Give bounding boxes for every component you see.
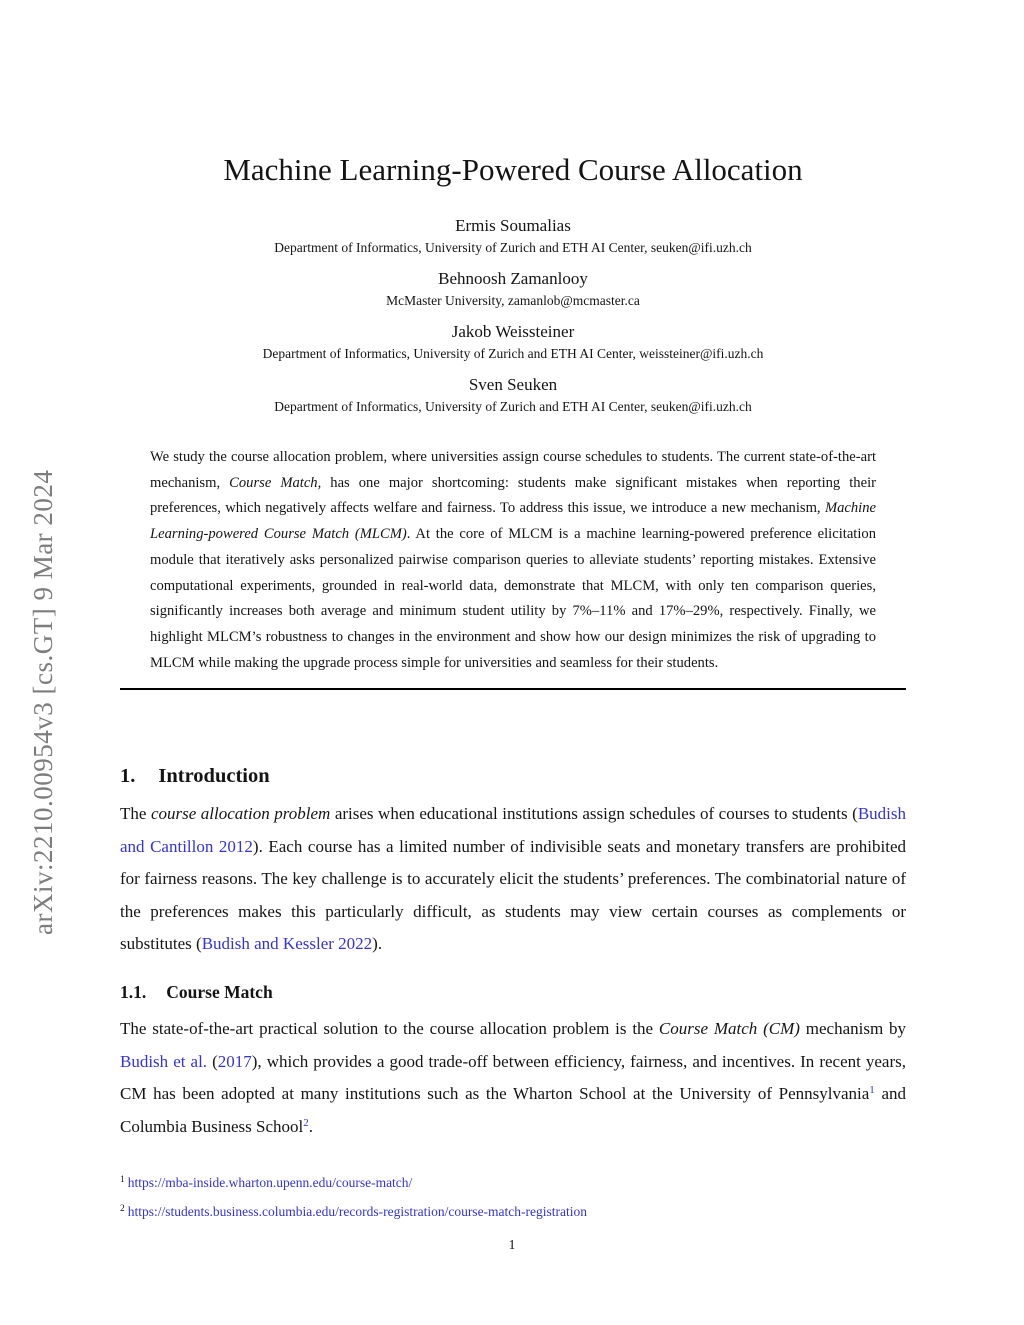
author-name: Ermis Soumalias <box>455 216 571 235</box>
footnote-marker: 2 <box>120 1203 125 1214</box>
footnote <box>120 1196 906 1225</box>
text-segment: course allocation problem <box>150 804 331 824</box>
text-segment: , has one major shortcoming: students make significant mistakes when reporting their preferences, which negatively affects welfare and fairness. To address this issue, we introduce a new mechanism, <box>150 474 876 517</box>
text-segment: ( <box>207 1051 218 1071</box>
text-segment: Machine Learning-powered Course Match (MLCM) <box>150 500 876 543</box>
footnote-link[interactable]: https://mba-inside.wharton.upenn.edu/course-match/ <box>127 1174 413 1190</box>
author-name: Behnoosh Zamanlooy <box>438 269 588 288</box>
text-segment: Course Match <box>229 474 318 491</box>
introduction-paragraph <box>120 798 906 960</box>
text-segment: The <box>120 804 151 824</box>
author-name: Sven Seuken <box>468 375 558 394</box>
arxiv-watermark: arXiv:2210.00954v3 [cs.GT] 9 Mar 2024 <box>28 469 58 935</box>
subsection-title: Course Match <box>166 982 273 1003</box>
citation-link[interactable]: Budish and Cantillon 2012 <box>120 804 906 856</box>
author-block <box>120 375 906 415</box>
paper-title: Machine Learning-Powered Course Allocation <box>223 152 803 187</box>
citation-link[interactable]: Budish and Kessler 2022 <box>201 933 373 953</box>
author-block <box>120 269 906 309</box>
text-segment: and Columbia Business School <box>120 1084 907 1136</box>
author-affiliation: Department of Informatics, University of Zurich and ETH AI Center, seuken@ifi.uzh.ch <box>274 399 752 414</box>
section-heading-introduction <box>120 764 906 788</box>
section-title: Introduction <box>158 765 270 788</box>
text-segment: We study the course allocation problem, where universities assign course schedules to students. The current state-of-the-art mechanism, <box>150 449 876 491</box>
footnote <box>120 1167 906 1196</box>
text-segment: mechanism by <box>799 1019 907 1039</box>
abstract-text <box>150 445 876 676</box>
footnote-marker: 1 <box>120 1174 125 1185</box>
footnote-link[interactable]: https://students.business.columbia.edu/records-registration/course-match-registration <box>127 1203 588 1219</box>
text-segment: . <box>308 1116 313 1136</box>
author-affiliation: McMaster University, zamanlob@mcmaster.ca <box>386 293 640 308</box>
section-number: 1. <box>120 765 136 788</box>
author-affiliation: Department of Informatics, University of Zurich and ETH AI Center, seuken@ifi.uzh.ch <box>274 240 752 255</box>
author-affiliation: Department of Informatics, University of Zurich and ETH AI Center, weissteiner@ifi.uzh.ch <box>262 346 764 361</box>
citation-link[interactable]: 2 <box>303 1116 309 1129</box>
text-segment: Course Match (CM) <box>658 1019 800 1039</box>
citation-link[interactable]: 2017 <box>217 1051 252 1071</box>
author-name: Jakob Weissteiner <box>451 322 575 341</box>
citation-link[interactable]: Budish et al. <box>120 1051 208 1071</box>
text-segment: ), which provides a good trade-off between efficiency, fairness, and incentives. In recent years, CM has been adopted at many institutions such as the Wharton School at the University of Pennsylvania <box>120 1051 906 1104</box>
abstract-divider <box>120 688 906 690</box>
footnotes <box>120 1167 906 1225</box>
author-block <box>120 216 906 256</box>
subsection-number: 1.1. <box>120 982 147 1003</box>
text-segment: . At the core of MLCM is a machine learning-powered preference elicitation module that iteratively asks personalized pairwise comparison queries to alleviate students’ reporting mistakes. Extensive computational experiments, grounded in real-world data, demonstrate that MLCM, with only ten comparison queries, significantly increases both average and minimum student utility by 7%–11% and 17%–29%, respectively. Finally, we highlight MLCM’s robustness to changes in the environment and show how our design minimizes the risk of upgrading to MLCM while making the upgrade process simple for universities and seamless for their students. <box>150 526 876 671</box>
course-match-paragraph <box>120 1013 906 1143</box>
author-list <box>120 216 906 415</box>
text-segment: ). Each course has a limited number of indivisible seats and monetary transfers are prohibited for fairness reasons. The key challenge is to accurately elicit the students’ preferences. The combinatorial nature of the preferences makes this particularly difficult, as students may view certain courses as complements or substitutes ( <box>120 836 906 953</box>
text-segment: The state-of-the-art practical solution to the course allocation problem is the <box>120 1019 659 1039</box>
citation-link[interactable]: 1 <box>869 1084 875 1097</box>
author-block <box>120 322 906 362</box>
text-segment: arises when educational institutions assign schedules of courses to students ( <box>330 804 858 824</box>
paper-content <box>120 0 906 1225</box>
text-segment: ). <box>372 933 383 953</box>
page-number: 1 <box>508 1238 516 1253</box>
subsection-heading-course-match <box>120 982 906 1003</box>
